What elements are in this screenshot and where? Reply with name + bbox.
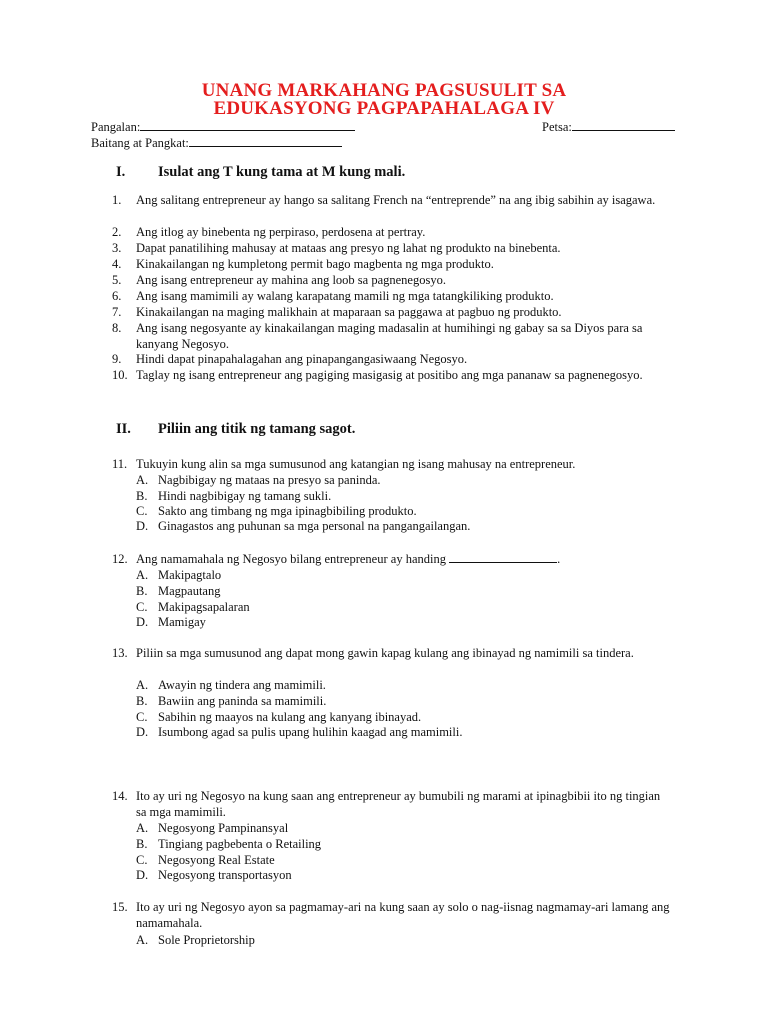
- date-label: Petsa:: [542, 120, 572, 134]
- question-3: 3. Dapat panatilihing mahusay at mataas ang presyo ng lahat ng produkto na binebenta.: [112, 241, 561, 255]
- grade-section-blank: [189, 135, 342, 147]
- section-2-heading: [116, 420, 355, 438]
- section-1-instruction: Isulat ang T kung tama at M kung mali.: [158, 164, 406, 180]
- date-field: [542, 119, 675, 134]
- q12-option-d: D. Mamigay: [136, 615, 206, 629]
- q14-option-c: C. Negosyong Real Estate: [136, 853, 275, 867]
- section-2-number: II.: [116, 421, 131, 437]
- q14-option-b: B. Tingiang pagbebenta o Retailing: [136, 837, 322, 851]
- q12-option-a: A. Makipagtalo: [136, 568, 222, 582]
- q14-option-a: A. Negosyong Pampinansyal: [136, 821, 289, 835]
- q11-option-a: A. Nagbibigay ng mataas na presyo sa paninda.: [136, 473, 381, 487]
- question-13: 13. Piliin sa mga sumusunod ang dapat mong gawin kapag kulang ang ibinayad ng namimili sa tindera.: [112, 646, 634, 660]
- name-label: Pangalan:: [91, 120, 141, 134]
- q14-option-d: D. Negosyong transportasyon: [136, 868, 292, 882]
- name-blank: [140, 119, 355, 131]
- question-7: 7. Kinakailangan na maging malikhain at maparaan sa paggawa at pagbuo ng produkto.: [112, 305, 562, 319]
- grade-section-label: Baitang at Pangkat:: [91, 136, 189, 150]
- question-12: 12. Ang namamahala ng Negosyo bilang entrepreneur ay handing .: [112, 552, 561, 566]
- q11-option-b: B. Hindi nagbibigay ng tamang sukli.: [136, 489, 332, 503]
- question-4: 4. Kinakailangan ng kumpletong permit bago magbenta ng mga produkto.: [112, 257, 494, 271]
- question-6: 6. Ang isang mamimili ay walang karapatang mamili ng mga tatangkiliking produkto.: [112, 289, 554, 303]
- name-field: [91, 119, 355, 134]
- q13-option-a: A. Awayin ng tindera ang mamimili.: [136, 678, 326, 692]
- q13-option-b: B. Bawiin ang paninda sa mamimili.: [136, 694, 327, 708]
- q12-option-b: B. Magpautang: [136, 584, 221, 598]
- q12-option-c: C. Makipagsapalaran: [136, 600, 250, 614]
- q12-answer-blank: [449, 551, 557, 563]
- question-15: 15. Ito ay uri ng Negosyo ayon sa pagmamay-ari na kung saan ay solo o nag-iisnag nagmamay-ari lamang ang namamahala.: [112, 900, 670, 930]
- q11-option-c: C. Sakto ang timbang ng mga ipinagbibiling produkto.: [136, 504, 417, 518]
- exam-title-line-1: UNANG MARKAHANG PAGSUSULIT SA: [201, 80, 567, 101]
- date-blank: [572, 119, 675, 131]
- question-5: 5. Ang isang entrepreneur ay mahina ang loob sa pagnenegosyo.: [112, 273, 446, 287]
- q15-option-a: A. Sole Proprietorship: [136, 933, 255, 947]
- question-9: 9. Hindi dapat pinapahalagahan ang pinapangangasiwaang Negosyo.: [112, 352, 468, 366]
- section-2-instruction: Piliin ang titik ng tamang sagot.: [158, 421, 356, 437]
- question-1: 1. Ang salitang entrepreneur ay hango sa salitang French na “entreprende” na ang ibig sabihin ay isagawa.: [112, 193, 656, 207]
- section-1-number: I.: [116, 164, 126, 180]
- question-14: 14. Ito ay uri ng Negosyo na kung saan ang entrepreneur ay bumubili ng marami at ipinagbibii ito ng tingian sa mga mamimili.: [112, 789, 661, 819]
- question-10: 10. Taglay ng isang entrepreneur ang pagiging masigasig at positibo ang mga pananaw sa pagnenegosyo.: [112, 368, 643, 382]
- q11-option-d: D. Ginagastos ang puhunan sa mga personal na pangangailangan.: [136, 519, 471, 533]
- question-8: 8. Ang isang negosyante ay kinakailangan maging madasalin at humihingi ng gabay sa sa Diyos para sa kanyang Negosyo.: [112, 321, 643, 351]
- section-1-heading: [116, 163, 405, 181]
- question-2: 2. Ang itlog ay binebenta ng perpiraso, perdosena at pertray.: [112, 225, 426, 239]
- q13-option-d: D. Isumbong agad sa pulis upang hulihin kaagad ang mamimili.: [136, 725, 463, 739]
- question-11: 11. Tukuyin kung alin sa mga sumusunod ang katangian ng isang mahusay na entrepreneur.: [112, 457, 576, 471]
- q13-option-c: C. Sabihin ng maayos na kulang ang kanyang ibinayad.: [136, 710, 422, 724]
- grade-section-field: [91, 135, 342, 150]
- exam-title-line-2: EDUKASYONG PAGPAPAHALAGA IV: [213, 98, 555, 119]
